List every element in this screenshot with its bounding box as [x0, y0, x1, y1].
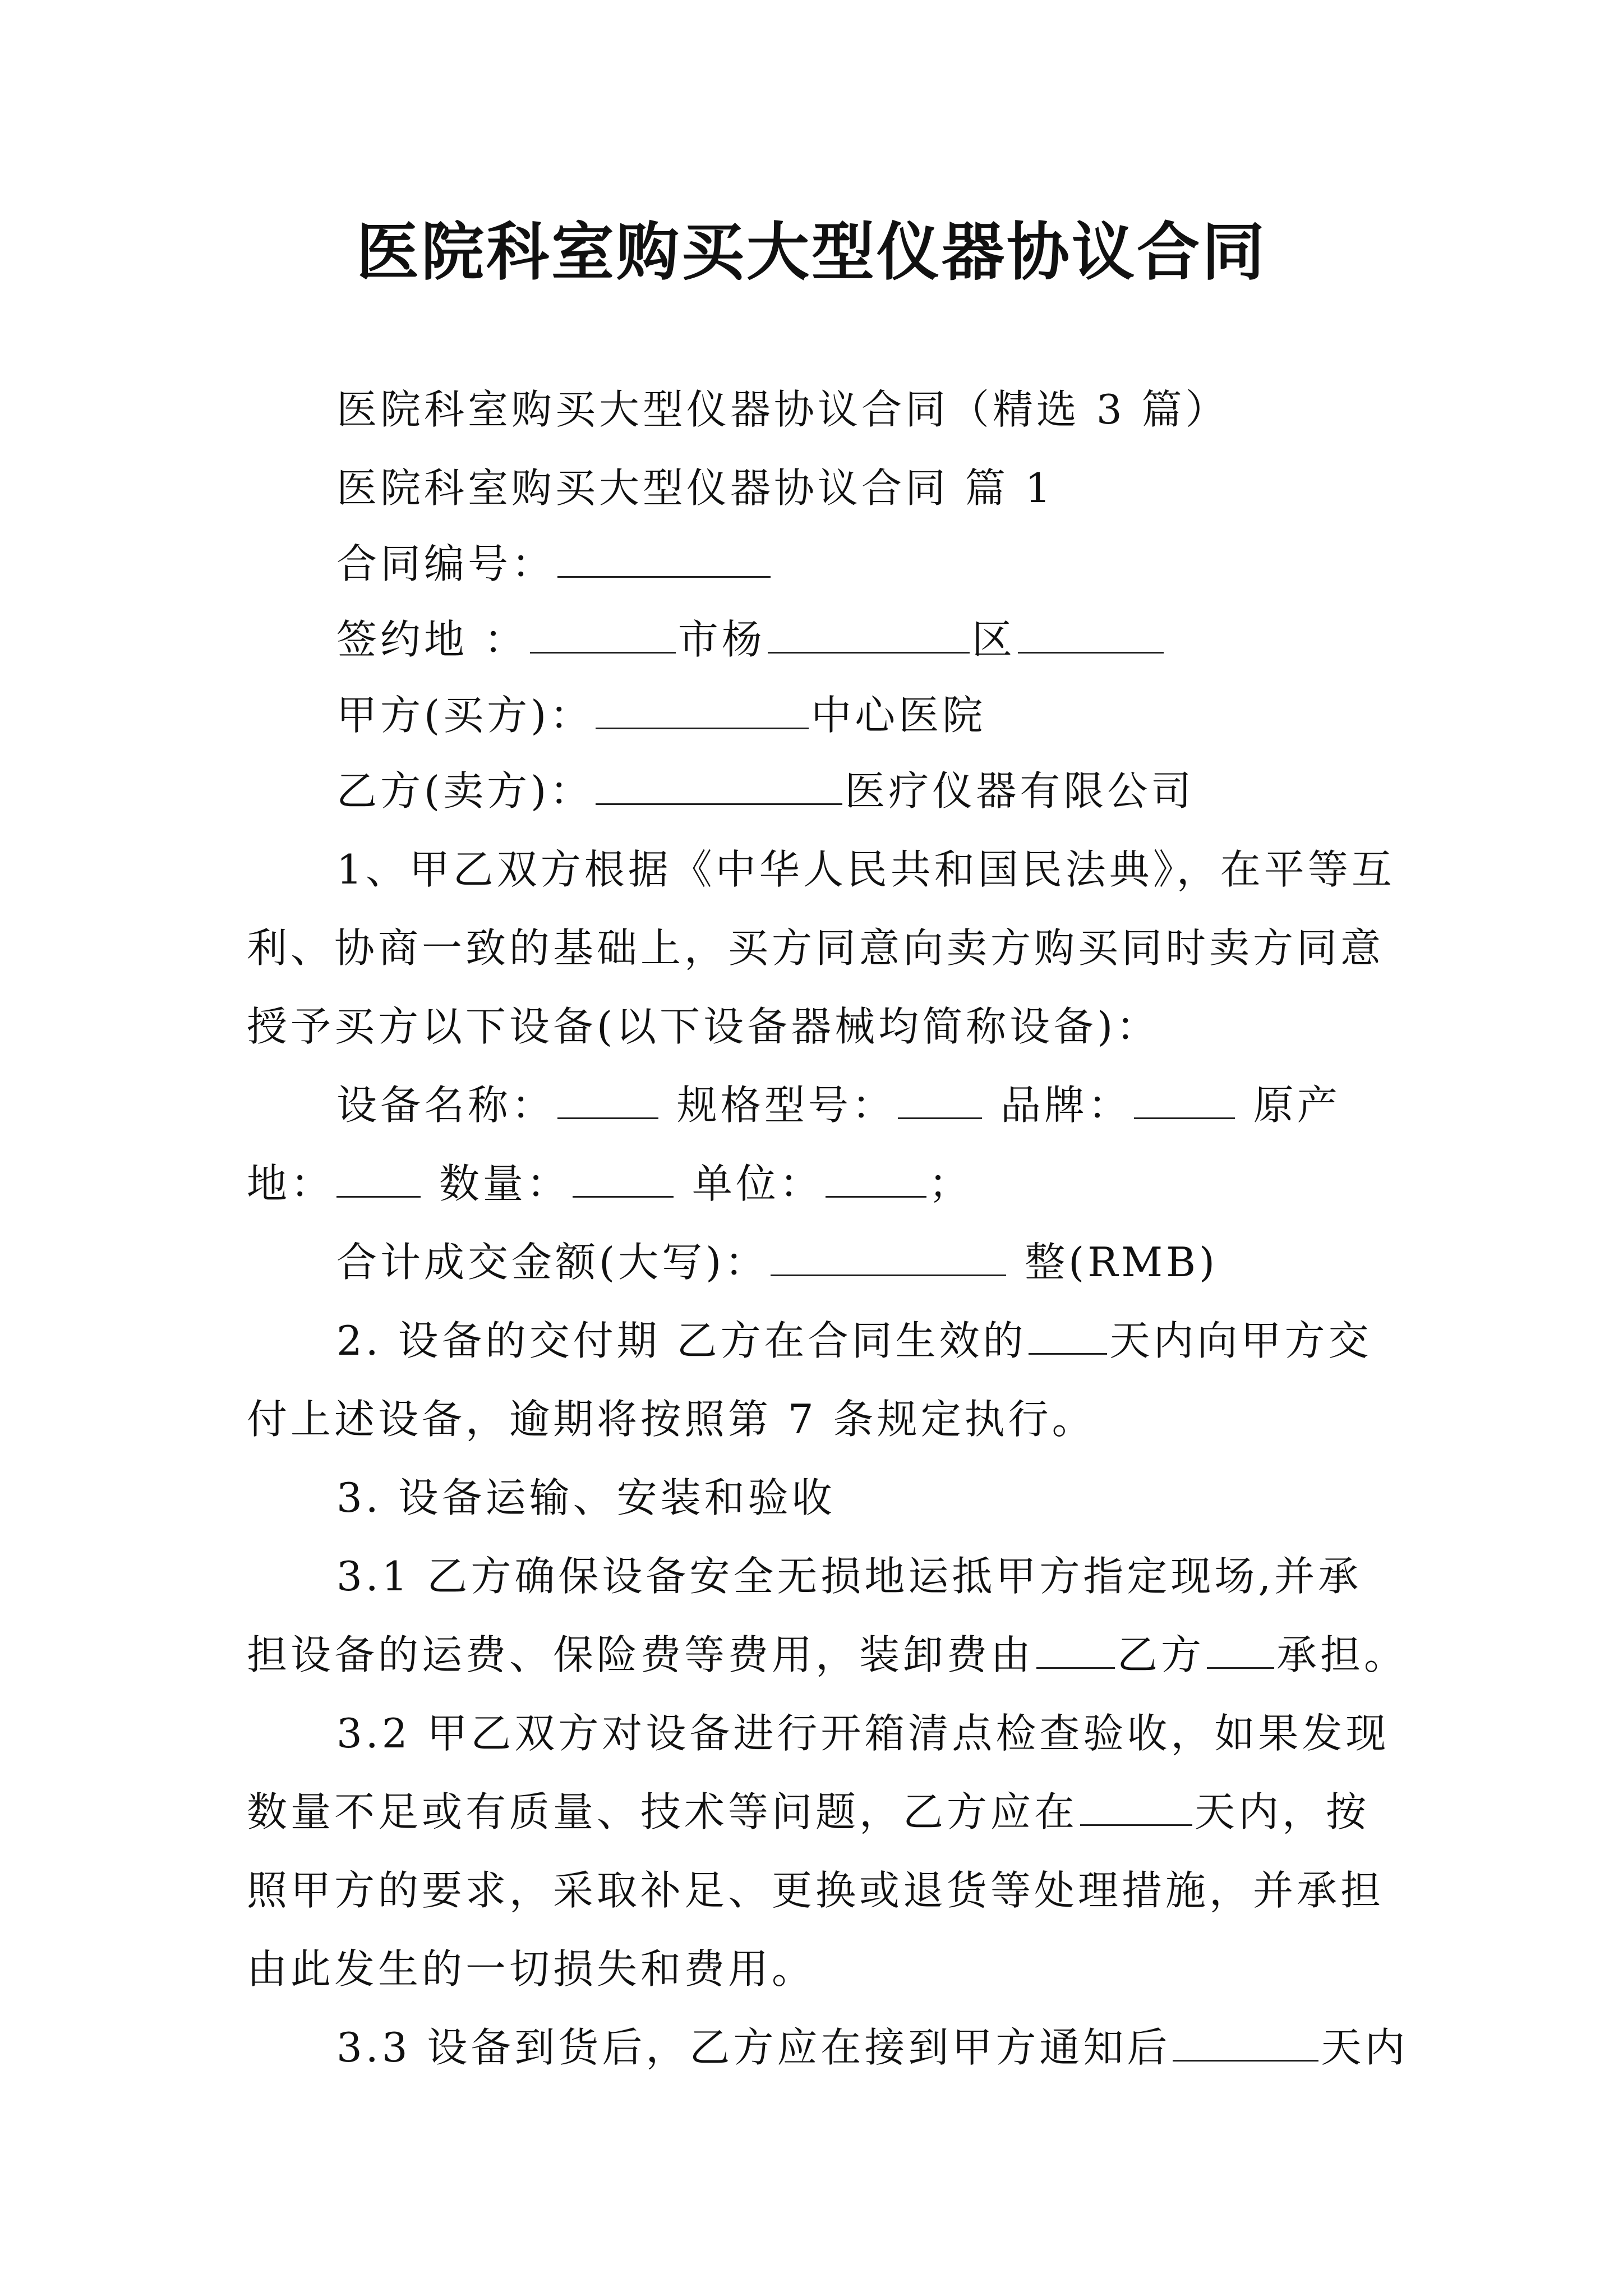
clause2-line1 [336, 1313, 1372, 1369]
sign-place-blank-1 [530, 614, 676, 654]
sign-place-label: 签约地 ： [336, 616, 528, 663]
clause32-line4: 由此发生的一切损失和费用。 [247, 1945, 816, 1993]
clause1-line3: 授予买方以下设备(以下设备器械均简称设备)： [247, 1003, 1160, 1050]
equipment-row-1 [336, 1077, 1341, 1133]
sign-place-blank-3 [1018, 614, 1164, 654]
clause2-text-b: 天内向甲方交 [1109, 1317, 1372, 1364]
total-amount-row [336, 1234, 1218, 1290]
equipment-row-2 [247, 1156, 972, 1212]
spec-blank [898, 1079, 982, 1119]
sign-place-blank-2 [768, 614, 970, 654]
clause32-days-blank [1080, 1786, 1192, 1826]
clause31-line2 [247, 1627, 1408, 1683]
clause32-line1: 3.2 甲乙双方对设备进行开箱清点检查验收，如果发现 [336, 1710, 1390, 1757]
clause31-text-a: 担设备的运费、保险费等费用，装卸费由 [247, 1631, 1035, 1678]
origin-blank [336, 1158, 421, 1198]
quantity-blank [573, 1158, 674, 1198]
spec-label: 规格型号： [676, 1082, 896, 1129]
brand-blank [1134, 1079, 1235, 1119]
contract-number-row [336, 536, 773, 592]
clause32-line3: 照甲方的要求，采取补足、更换或退货等处理措施，并承担 [247, 1867, 1385, 1914]
clause2-days-blank [1029, 1315, 1107, 1355]
clause32-text-a: 数量不足或有质量、技术等问题，乙方应在 [247, 1788, 1078, 1835]
total-amount-blank [771, 1236, 1006, 1276]
clause3-heading: 3. 设备运输、安装和验收 [336, 1474, 836, 1521]
party-b-blank [596, 765, 842, 805]
contract-number-label: 合同编号： [336, 540, 556, 587]
document-title: 医院科室购买大型仪器协议合同 [356, 216, 1267, 289]
clause32-text-b: 天内，按 [1195, 1788, 1370, 1835]
sign-place-district: 区 [971, 616, 1016, 663]
quantity-label: 数量： [439, 1160, 570, 1207]
clause32-line2 [247, 1784, 1370, 1840]
clause2-line2: 付上述设备，逾期将按照第 7 条规定执行。 [247, 1396, 1096, 1443]
origin-label-a: 原产 [1253, 1082, 1341, 1129]
clause1-line1: 1、甲乙双方根据《中华人民共和国民法典》，在平等互 [336, 846, 1395, 893]
sign-place-city: 市杨 [677, 616, 766, 663]
party-a-blank [596, 689, 809, 729]
party-b-suffix: 医疗仪器有限公司 [845, 767, 1195, 815]
clause33-line1 [336, 2019, 1408, 2076]
contract-number-blank [557, 538, 771, 578]
unit-end: ； [928, 1160, 972, 1207]
clause31-text-c: 承担。 [1276, 1631, 1408, 1678]
party-b-row [336, 763, 1195, 819]
clause31-party: 乙方 [1117, 1631, 1205, 1678]
party-a-row [336, 687, 986, 743]
clause31-blank-2 [1207, 1629, 1274, 1669]
equipment-name-label: 设备名称： [336, 1082, 556, 1129]
total-amount-label: 合计成交金额(大写)： [336, 1239, 769, 1286]
clause33-text-b: 天内 [1321, 2024, 1409, 2071]
clause1-line2: 利、协商一致的基础上，买方同意向卖方购买同时卖方同意 [247, 924, 1385, 972]
total-amount-suffix: 整(RMB) [1025, 1239, 1219, 1286]
clause31-blank-1 [1036, 1629, 1115, 1669]
clause33-text-a: 3.3 设备到货后，乙方应在接到甲方通知后 [336, 2024, 1171, 2071]
clause2-text-a: 2. 设备的交付期 乙方在合同生效的 [336, 1317, 1027, 1364]
party-a-label: 甲方(买方)： [336, 692, 594, 739]
party-a-suffix: 中心医院 [811, 692, 986, 739]
section-heading: 医院科室购买大型仪器协议合同 篇 1 [336, 464, 1054, 512]
unit-label: 单位： [691, 1160, 823, 1207]
clause31-line1: 3.1 乙方确保设备安全无损地运抵甲方指定现场,并承 [336, 1553, 1362, 1600]
brand-label: 品牌： [1000, 1082, 1132, 1129]
unit-blank [826, 1158, 926, 1198]
subtitle: 医院科室购买大型仪器协议合同（精选 3 篇） [336, 386, 1229, 433]
sign-place-row [336, 611, 1166, 668]
origin-label-b: 地： [247, 1160, 335, 1207]
equipment-name-blank [557, 1079, 658, 1119]
clause33-days-blank [1173, 2022, 1318, 2062]
party-b-label: 乙方(卖方)： [336, 767, 594, 815]
